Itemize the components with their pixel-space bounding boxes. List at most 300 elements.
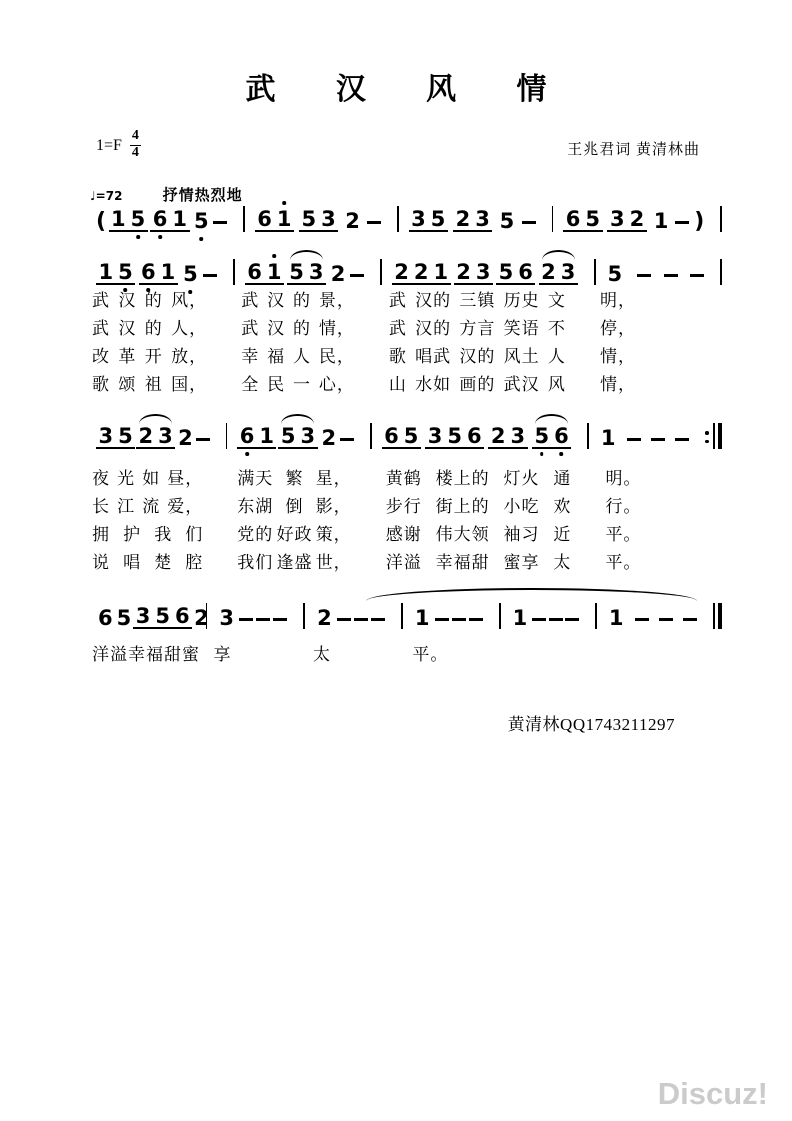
octave-dot-below xyxy=(199,237,203,241)
lyric-syllable: 一 xyxy=(292,375,311,394)
repeat-dot xyxy=(705,431,709,435)
note-digit: 3 xyxy=(321,207,336,231)
note-digit: 1 xyxy=(160,260,176,284)
beamed-note-group xyxy=(237,426,276,449)
lyrics-measure-cell xyxy=(383,346,594,374)
lyric-syllable: 感谢 xyxy=(385,525,422,544)
measure xyxy=(305,608,401,629)
beamed-note-group xyxy=(150,209,189,232)
note-digit: 2 xyxy=(317,606,332,630)
meter-denominator: 4 xyxy=(131,144,139,160)
lyric-syllable: 福 xyxy=(267,347,286,366)
duration-dash xyxy=(635,618,649,621)
octave-dot-below xyxy=(540,452,544,456)
note-digit: 2 xyxy=(629,207,645,231)
octave-dot-below xyxy=(136,235,140,239)
duration-dash xyxy=(239,618,253,621)
song-title: 武 汉 风 情 xyxy=(245,73,573,106)
note-digit: 6 xyxy=(175,604,190,628)
lyric-syllable: 影， xyxy=(315,497,352,516)
note-digit: 6 xyxy=(466,424,482,448)
beamed-note-group xyxy=(409,209,448,232)
lyric-syllable: 祖 xyxy=(144,375,163,394)
note-digit: 2 xyxy=(138,424,154,448)
note-digit: 6 xyxy=(384,424,399,448)
lyrics-measure-cell xyxy=(599,524,722,552)
lyric-syllable: 们 xyxy=(185,525,204,544)
notation-system-verse-2 xyxy=(86,423,722,449)
beamed-note-group xyxy=(532,426,571,449)
beamed-note-group xyxy=(496,262,535,285)
measure xyxy=(207,608,303,629)
lyric-syllable: 策， xyxy=(315,525,352,544)
note-digit: 3 xyxy=(560,260,576,284)
measure xyxy=(403,608,499,629)
duration-dash xyxy=(203,274,217,277)
lyrics-measure-cell xyxy=(599,552,722,580)
lyrics-measure-cell xyxy=(231,468,379,496)
octave-dot-above xyxy=(272,254,276,258)
note-digit: 5 xyxy=(498,260,514,284)
lyric-syllable: 情， xyxy=(599,347,636,366)
lyric-syllable: 国， xyxy=(171,375,208,394)
lyric-syllable: 洋 xyxy=(92,645,110,664)
measure xyxy=(597,608,713,629)
note-digit: 5 xyxy=(280,424,296,448)
beamed-note-group xyxy=(255,209,294,232)
duration-dash xyxy=(452,618,466,621)
note-digit: 1 xyxy=(653,209,669,233)
note-digit: 5 xyxy=(116,262,136,283)
note-digit: 5 xyxy=(430,207,446,231)
lyric-syllable: 情， xyxy=(318,319,355,338)
beamed-note-group xyxy=(96,262,135,285)
lyric-syllable: 人 xyxy=(292,347,311,366)
note-digit: 2 xyxy=(345,209,360,233)
note-digit: 3 xyxy=(427,424,443,448)
lyric-syllable: 汉 xyxy=(118,291,137,310)
duration-dash xyxy=(435,618,449,621)
note-digit: 6 xyxy=(257,207,272,231)
lyrics-row xyxy=(86,318,722,346)
barline-single xyxy=(720,206,722,232)
lyric-syllable: 倒 xyxy=(285,497,304,516)
lyric-syllable: 风， xyxy=(171,291,208,310)
beamed-note-group xyxy=(563,209,602,232)
lyric-syllable: 流 xyxy=(142,497,161,516)
lyric-syllable: 情， xyxy=(599,375,636,394)
note-digit: 6 xyxy=(98,606,113,630)
thick-bar xyxy=(718,603,723,629)
key-signature xyxy=(96,130,141,161)
time-signature xyxy=(130,129,141,160)
lyrics-measure-cell xyxy=(380,468,600,496)
note-digit: 1 xyxy=(414,606,430,630)
lyric-syllable: 武 xyxy=(388,319,407,338)
notation-system-coda xyxy=(86,603,722,629)
beamed-note-group xyxy=(245,262,284,285)
duration-dash xyxy=(213,221,227,224)
lyric-syllable: 的 xyxy=(292,319,311,338)
beamed-note-group xyxy=(453,209,492,232)
lyric-syllable: 汉 xyxy=(118,319,137,338)
lyric-syllable: 如 xyxy=(142,469,161,488)
duration-dash xyxy=(683,618,697,621)
repeat-dot xyxy=(705,440,709,444)
note-digit: 3 xyxy=(158,424,173,448)
measure xyxy=(382,262,594,285)
measure xyxy=(227,426,370,449)
lyrics-row xyxy=(86,524,722,552)
note-digit: 5 xyxy=(447,424,462,448)
lyric-syllable: 歌 xyxy=(92,375,110,394)
lyric-syllable: 画的 xyxy=(459,375,496,394)
measure xyxy=(589,428,705,449)
tempo-marking xyxy=(90,184,243,205)
lyrics-measure-cell xyxy=(86,524,231,552)
lyric-syllable: 楚 xyxy=(154,553,173,572)
beamed-note-group xyxy=(136,426,175,449)
lyric-syllable: 心， xyxy=(318,375,355,394)
beamed-note-group xyxy=(382,426,421,449)
note-digit: 5 xyxy=(532,426,552,447)
note-digit: 5 xyxy=(403,424,419,448)
note-digit: 5 xyxy=(128,209,148,230)
lyric-syllable: 腔 xyxy=(185,553,204,572)
note-digit: 3 xyxy=(219,606,234,630)
lyric-syllable: 长 xyxy=(92,497,110,516)
lyric-syllable: 笑语 xyxy=(503,319,540,338)
note-digit: 5 xyxy=(181,264,200,285)
lyrics-measure-cell xyxy=(594,290,722,318)
lyric-syllable: 世， xyxy=(315,553,352,572)
lyrics-measure-cell xyxy=(86,644,208,672)
slur-arc xyxy=(535,414,568,424)
lyric-syllable: 方言 xyxy=(459,319,496,338)
measure xyxy=(372,426,588,449)
lyric-syllable: 平。 xyxy=(412,645,449,664)
parenthesis: ) xyxy=(694,209,705,234)
lyric-syllable: 全 xyxy=(241,375,260,394)
lyric-syllable: 通 xyxy=(553,469,572,488)
lyric-syllable: 平。 xyxy=(605,553,642,572)
lyrics-measure-cell xyxy=(86,318,235,346)
lyric-syllable: 逢盛 xyxy=(276,553,313,572)
beamed-note-group xyxy=(488,426,527,449)
lyric-syllable: 灯火 xyxy=(503,469,540,488)
duration-dash xyxy=(690,274,704,277)
lyric-syllable: 汉的 xyxy=(415,291,452,310)
lyrics-measure-cell xyxy=(235,346,383,374)
lyric-syllable: 人 xyxy=(547,347,566,366)
lyrics-measure-cell xyxy=(231,524,379,552)
lyric-syllable: 溢 xyxy=(110,645,128,664)
beamed-note-group xyxy=(392,262,451,285)
lyric-syllable: 欢 xyxy=(553,497,572,516)
note-digit: 3 xyxy=(411,207,426,231)
lyric-syllable: 颂 xyxy=(118,375,137,394)
lyrics-measure-cell xyxy=(86,468,231,496)
measure xyxy=(86,426,226,449)
note-digit: 2 xyxy=(330,262,346,286)
lyric-syllable: 星， xyxy=(315,469,352,488)
lyrics-block-2 xyxy=(86,468,722,580)
lyric-syllable: 洋溢 xyxy=(385,553,422,572)
lyric-syllable: 幸福甜 xyxy=(435,553,490,572)
lyric-syllable: 景， xyxy=(318,291,355,310)
lyrics-measure-cell xyxy=(86,374,235,402)
credits: 王兆君词 黄清林曲 xyxy=(567,142,700,158)
beamed-note-group xyxy=(287,262,326,285)
note-digit: 2 xyxy=(456,260,471,284)
note-digit: 5 xyxy=(607,262,623,286)
lyric-syllable: 袖习 xyxy=(503,525,540,544)
lyrics-measure-cell xyxy=(599,468,722,496)
lyric-syllable: 小吃 xyxy=(503,497,540,516)
duration-dash xyxy=(469,618,483,621)
lyric-syllable: 汉 xyxy=(267,291,286,310)
lyrics-row xyxy=(86,644,722,672)
note-digit: 6 xyxy=(565,207,581,231)
lyric-syllable: 拥 xyxy=(92,525,110,544)
lyric-syllable: 东湖 xyxy=(237,497,274,516)
lyrics-block-1 xyxy=(86,290,722,402)
lyric-syllable: 放， xyxy=(171,347,208,366)
lyrics-measure-cell xyxy=(86,552,231,580)
note-digit: 3 xyxy=(475,207,490,231)
notation-system-intro xyxy=(86,206,722,232)
lyric-syllable: 武 xyxy=(92,291,110,310)
lyric-syllable: 爱， xyxy=(167,497,204,516)
duration-dash xyxy=(659,618,673,621)
lyric-syllable: 革 xyxy=(118,347,137,366)
barline-final xyxy=(713,603,722,629)
note-digit: 6 xyxy=(237,426,257,447)
barline-repeat xyxy=(705,423,722,449)
beamed-note-group xyxy=(607,209,646,232)
lyrics-measure-cell xyxy=(380,496,600,524)
lyrics-measure-cell xyxy=(406,644,505,672)
duration-dash xyxy=(371,618,385,621)
lyric-syllable: 停， xyxy=(599,319,636,338)
duration-dash xyxy=(637,274,651,277)
thick-bar xyxy=(718,423,723,449)
lyric-syllable: 武 xyxy=(241,319,260,338)
lyric-syllable: 风 xyxy=(547,375,566,394)
tie-arc xyxy=(366,588,697,601)
lyrics-measure-cell xyxy=(383,318,594,346)
lyric-syllable: 武 xyxy=(241,291,260,310)
measure xyxy=(501,608,596,629)
note-digit: 5 xyxy=(289,260,304,284)
lyric-syllable: 的 xyxy=(144,319,163,338)
measure xyxy=(86,604,209,630)
lyric-syllable: 好政 xyxy=(276,525,313,544)
lyric-syllable: 繁 xyxy=(285,469,304,488)
measure xyxy=(86,262,233,285)
duration-dash xyxy=(651,438,665,441)
lyric-syllable: 我 xyxy=(154,525,173,544)
slur-arc xyxy=(290,250,323,260)
lyric-syllable: 享 xyxy=(213,645,232,664)
lyrics-row xyxy=(86,496,722,524)
lyric-syllable: 平。 xyxy=(605,525,642,544)
thin-bar xyxy=(720,259,722,285)
quarter-note-icon: ♩ xyxy=(90,189,96,203)
measure xyxy=(399,209,552,232)
lyric-syllable: 幸 xyxy=(241,347,260,366)
measure xyxy=(86,209,243,232)
lyric-syllable: 明。 xyxy=(605,469,642,488)
note-digit: 6 xyxy=(150,209,170,230)
beamed-note-group xyxy=(278,426,317,449)
note-digit: 5 xyxy=(116,606,132,630)
lyric-syllable: 光 xyxy=(117,469,136,488)
lyric-syllable: 汉的 xyxy=(459,347,496,366)
lyric-syllable: 歌 xyxy=(388,347,407,366)
slur-arc xyxy=(139,414,172,424)
duration-dash xyxy=(549,618,563,621)
duration-dash xyxy=(337,618,351,621)
lyric-syllable: 党的 xyxy=(237,525,274,544)
lyric-syllable: 蜜 xyxy=(182,645,200,664)
duration-dash xyxy=(354,618,368,621)
lyric-syllable: 明， xyxy=(599,291,636,310)
thin-bar xyxy=(713,603,715,629)
lyric-syllable: 民， xyxy=(318,347,355,366)
duration-dash xyxy=(340,438,354,441)
lyrics-measure-cell xyxy=(235,318,383,346)
lyrics-measure-cell xyxy=(383,374,594,402)
note-digit: 6 xyxy=(552,426,572,447)
lyrics-measure-cell xyxy=(86,290,235,318)
measure xyxy=(553,209,720,232)
meter-numerator: 4 xyxy=(130,129,141,146)
lyric-syllable: 楼上的 xyxy=(435,469,490,488)
lyric-syllable: 风土 xyxy=(503,347,540,366)
note-digit: 1 xyxy=(608,606,624,630)
note-digit: 5 xyxy=(301,207,317,231)
lyric-syllable: 幸福甜 xyxy=(128,645,182,664)
lyrics-row xyxy=(86,290,722,318)
beamed-note-group xyxy=(96,426,135,449)
lyric-syllable: 太 xyxy=(312,645,331,664)
note-digit: 6 xyxy=(518,260,533,284)
lyric-syllable: 汉的 xyxy=(415,319,452,338)
lyrics-measure-cell xyxy=(231,496,379,524)
lyric-syllable: 我们 xyxy=(237,553,274,572)
note-digit: 2 xyxy=(321,426,337,450)
slur-arc xyxy=(281,414,314,424)
thin-bar xyxy=(720,206,722,232)
note-digit: 3 xyxy=(300,424,316,448)
lyric-syllable: 伟大领 xyxy=(435,525,490,544)
lyrics-measure-cell xyxy=(383,290,594,318)
lyric-syllable: 满天 xyxy=(237,469,274,488)
lyric-syllable: 护 xyxy=(123,525,142,544)
beamed-note-group xyxy=(299,209,338,232)
note-digit: 3 xyxy=(308,260,324,284)
lyric-syllable: 太 xyxy=(553,553,572,572)
slur-arc xyxy=(542,250,575,260)
lyrics-block-3 xyxy=(86,644,722,672)
expression-text: 抒情热烈地 xyxy=(162,187,243,204)
lyric-syllable: 改 xyxy=(92,347,110,366)
lyric-syllable: 近 xyxy=(553,525,572,544)
lyrics-measure-cell xyxy=(208,644,307,672)
duration-dash xyxy=(664,274,678,277)
note-digit: 1 xyxy=(98,260,114,284)
lyrics-measure-cell xyxy=(235,290,383,318)
duration-dash xyxy=(675,221,689,224)
note-digit: 5 xyxy=(499,209,515,233)
lyric-syllable: 人， xyxy=(171,319,208,338)
note-digit: 2 xyxy=(541,260,556,284)
note-digit: 6 xyxy=(139,262,159,283)
duration-dash xyxy=(675,438,689,441)
measure xyxy=(596,264,721,285)
sixteenth-subgroup xyxy=(153,606,192,627)
lyrics-measure-cell xyxy=(231,552,379,580)
lyrics-measure-cell xyxy=(380,552,600,580)
lyric-syllable: 黄鹤 xyxy=(385,469,422,488)
duration-dash xyxy=(196,438,210,441)
tempo-value: =72 xyxy=(95,189,123,203)
note-digit: 3 xyxy=(135,604,151,628)
lyric-syllable: 历史 xyxy=(503,291,540,310)
duration-dash xyxy=(532,618,546,621)
lyrics-measure-cell xyxy=(594,374,722,402)
lyrics-row xyxy=(86,374,722,402)
note-digit: 5 xyxy=(155,604,170,628)
lyrics-measure-cell xyxy=(594,346,722,374)
duration-dash xyxy=(367,221,381,224)
lyrics-measure-cell xyxy=(604,644,722,672)
note-digit: 1 xyxy=(600,426,616,450)
note-digit: 6 xyxy=(247,260,262,284)
thin-bar xyxy=(713,423,715,449)
lyrics-measure-cell xyxy=(594,318,722,346)
lyrics-row xyxy=(86,468,722,496)
lyric-syllable: 街上的 xyxy=(435,497,490,516)
lyric-syllable: 武 xyxy=(388,291,407,310)
lyrics-row xyxy=(86,552,722,580)
lyrics-measure-cell xyxy=(599,496,722,524)
barline-single xyxy=(720,259,722,285)
note-digit: 1 xyxy=(172,207,187,231)
sixteenth-subgroup xyxy=(411,262,450,283)
octave-dot-below xyxy=(560,452,564,456)
note-digit: 3 xyxy=(510,424,526,448)
duration-dash xyxy=(350,274,364,277)
lyric-syllable: 江 xyxy=(117,497,136,516)
beamed-note-group xyxy=(139,262,178,285)
beamed-note-group xyxy=(109,209,148,232)
octave-dot-below xyxy=(245,452,249,456)
note-digit: 5 xyxy=(118,424,133,448)
lyric-syllable: 武汉 xyxy=(503,375,540,394)
octave-dot-below xyxy=(158,235,162,239)
lyric-syllable: 开 xyxy=(144,347,163,366)
lyrics-measure-cell xyxy=(307,644,406,672)
lyric-syllable: 民 xyxy=(267,375,286,394)
note-digit: 2 xyxy=(455,207,471,231)
discuz-watermark: Discuz! xyxy=(657,1076,768,1111)
lyric-syllable: 山 xyxy=(388,375,407,394)
note-digit: 1 xyxy=(264,262,284,283)
duration-dash xyxy=(627,438,641,441)
duration-dash xyxy=(256,618,270,621)
